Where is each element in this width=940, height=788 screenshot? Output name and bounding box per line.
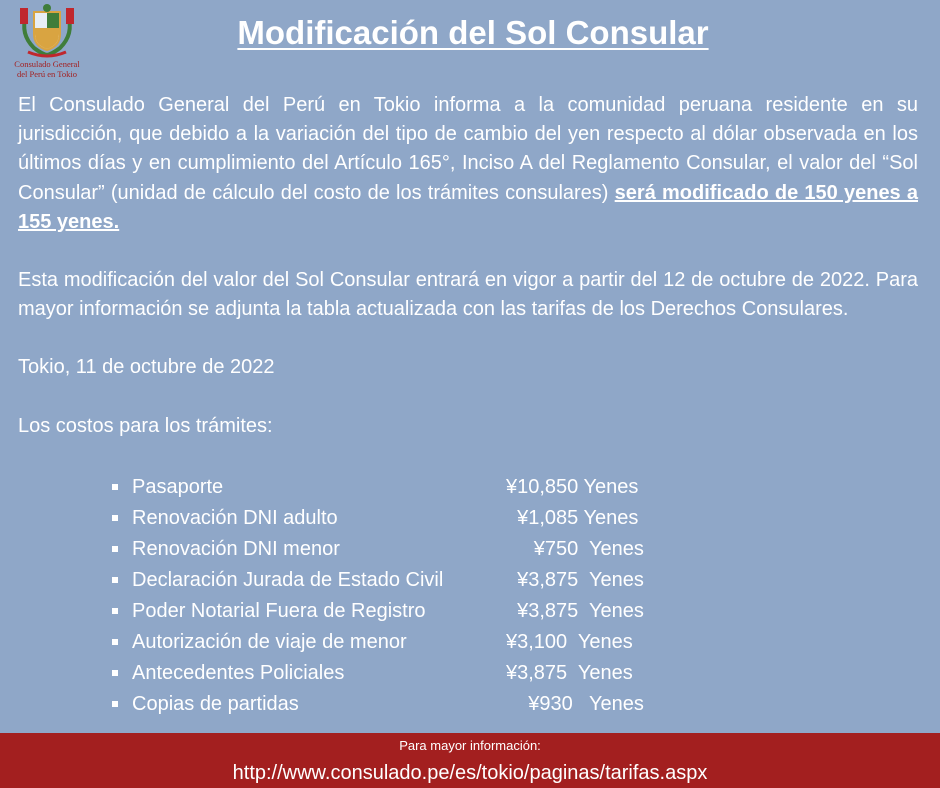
cost-item-label: Pasaporte (132, 476, 224, 498)
logo-text-line1: Consulado General (14, 59, 80, 69)
logo-text-line2: del Perú en Tokio (17, 68, 77, 79)
bullet-icon (112, 701, 118, 707)
cost-item-price: ¥3,875 Yenes (506, 569, 644, 591)
cost-item-label: Poder Notarial Fuera de Registro (132, 600, 426, 622)
bullet-icon (112, 484, 118, 490)
cost-item-price: ¥3,875 Yenes (506, 662, 633, 684)
cost-item-label: Copias de partidas (132, 693, 299, 715)
cost-item-label: Renovación DNI adulto (132, 507, 338, 529)
paragraph-effective-date: Esta modificación del valor del Sol Consular entrará en vigor a partir del 12 de octubre de 2022. Para mayor información se adjunta la tabla actualizada con las tarifas de los Derechos Consulares. (18, 269, 918, 321)
bullet-icon (112, 670, 118, 676)
cost-item-price: ¥10,850 Yenes (506, 476, 639, 498)
costs-intro: Los costos para los trámites: (18, 414, 273, 437)
bullet-icon (112, 639, 118, 645)
tarifas-link[interactable]: http://www.consulado.pe/es/tokio/paginas/tarifas.aspx (232, 762, 708, 784)
cost-item-price: ¥3,875 Yenes (506, 600, 644, 622)
cost-item (106, 503, 706, 534)
cost-item (106, 658, 706, 689)
cost-item (106, 689, 706, 720)
cost-item-label: Declaración Jurada de Estado Civil (132, 569, 444, 591)
footer-label: Para mayor información: (399, 738, 541, 753)
cost-item-label: Renovación DNI menor (132, 538, 340, 560)
cost-item-price: ¥3,100 Yenes (506, 631, 633, 653)
cost-item-price: ¥930 Yenes (506, 693, 644, 715)
sol-change-emphasis: será modificado de 150 yenes a 155 yenes. (18, 181, 919, 233)
cost-item-label: Autorización de viaje de menor (132, 631, 407, 653)
bullet-icon (112, 577, 118, 583)
logo-text (4, 60, 90, 79)
cost-item (106, 472, 706, 503)
bullet-icon (112, 546, 118, 552)
paragraph-announcement (18, 91, 918, 237)
cost-item (106, 627, 706, 658)
bullet-icon (112, 515, 118, 521)
announcement-body (18, 91, 918, 441)
cost-item (106, 565, 706, 596)
footer-banner (0, 733, 940, 788)
cost-item-label: Antecedentes Policiales (132, 662, 345, 684)
page-title: Modificación del Sol Consular (237, 14, 709, 51)
costs-list (106, 472, 706, 720)
cost-item (106, 534, 706, 565)
paragraph-announcement-text: El Consulado General del Perú en Tokio informa a la comunidad peruana residente en su jurisdicción, que debido a la variación del tipo de cambio del yen respecto al dólar observada en los últimos días y en cumplimiento del Artículo 165°, Inciso A del Reglamento Consular, el valor del “Sol Consular” (unidad de cálculo del costo de los trámites consulares) (18, 94, 918, 204)
cost-item-price: ¥750 Yenes (506, 538, 644, 560)
date-line: Tokio, 11 de octubre de 2022 (18, 356, 275, 379)
cost-item-price: ¥1,085 Yenes (506, 507, 639, 529)
cost-item (106, 596, 706, 627)
bullet-icon (112, 608, 118, 614)
